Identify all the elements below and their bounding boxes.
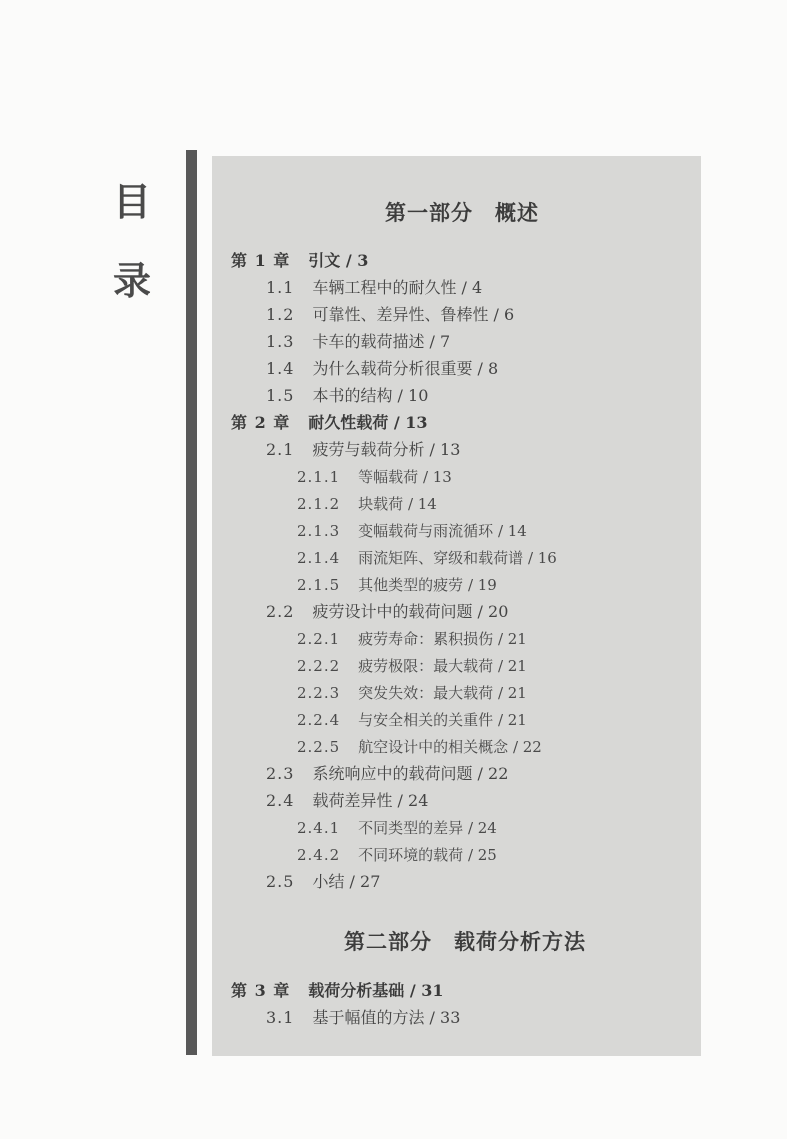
vertical-divider-bar: [186, 150, 197, 1055]
entry-title: 卡车的载荷描述 / 7: [312, 332, 451, 351]
toc-entry-2-2-2[interactable]: [297, 656, 527, 676]
entry-title: 小结 / 27: [312, 872, 381, 891]
entry-title: 载荷分析基础 / 31: [308, 981, 444, 1000]
toc-entry-chapter-3[interactable]: [231, 981, 444, 1001]
entry-title: 本书的结构 / 10: [312, 386, 429, 405]
entry-title: 雨流矩阵、穿级和载荷谱 / 16: [358, 549, 557, 567]
entry-title: 载荷差异性 / 24: [312, 791, 429, 810]
entry-number: 2.1.5: [297, 576, 341, 594]
entry-number: 1.4: [266, 359, 295, 378]
entry-number: 第 3 章: [231, 981, 291, 1000]
entry-number: 2.1.2: [297, 495, 341, 513]
entry-number: 2.1.3: [297, 522, 341, 540]
toc-entry-2-1[interactable]: [266, 440, 460, 460]
entry-title: 疲劳与载荷分析 / 13: [312, 440, 461, 459]
toc-entry-3-1[interactable]: [266, 1008, 460, 1028]
entry-title: 引文 / 3: [308, 251, 369, 270]
entry-title: 耐久性载荷 / 13: [308, 413, 428, 432]
toc-entry-2-2-4[interactable]: [297, 710, 527, 730]
part-title-2: 第二部分 载荷分析方法: [344, 929, 586, 954]
entry-title: 与安全相关的关重件 / 21: [358, 711, 527, 729]
toc-entry-2-3[interactable]: [266, 764, 508, 784]
toc-entry-2-1-3[interactable]: [297, 521, 527, 541]
toc-heading-char-1: 目: [112, 180, 151, 224]
entry-title: 为什么载荷分析很重要 / 8: [312, 359, 499, 378]
toc-entry-1-4[interactable]: [266, 359, 498, 379]
toc-entry-1-1[interactable]: [266, 278, 482, 298]
entry-title: 可靠性、差异性、鲁棒性 / 6: [312, 305, 515, 324]
entry-title: 块载荷 / 14: [358, 495, 437, 513]
entry-number: 第 2 章: [231, 413, 291, 432]
entry-title: 航空设计中的相关概念 / 22: [358, 738, 542, 756]
toc-entry-2-1-2[interactable]: [297, 494, 437, 514]
entry-number: 2.2: [266, 602, 295, 621]
toc-entry-chapter-1[interactable]: [231, 251, 368, 271]
toc-entry-2-1-4[interactable]: [297, 548, 557, 568]
entry-title: 基于幅值的方法 / 33: [312, 1008, 461, 1027]
entry-title: 其他类型的疲劳 / 19: [358, 576, 497, 594]
entry-number: 2.1.4: [297, 549, 341, 567]
entry-title: 系统响应中的载荷问题 / 22: [312, 764, 509, 783]
toc-entry-1-5[interactable]: [266, 386, 428, 406]
entry-number: 2.2.2: [297, 657, 341, 675]
entry-number: 第 1 章: [231, 251, 291, 270]
entry-title: 等幅载荷 / 13: [358, 468, 452, 486]
toc-entry-2-4[interactable]: [266, 791, 428, 811]
entry-title: 疲劳寿命：累积损伤 / 21: [358, 630, 527, 648]
entry-title: 变幅载荷与雨流循环 / 14: [358, 522, 527, 540]
toc-entry-2-2-3[interactable]: [297, 683, 527, 703]
entry-number: 1.2: [266, 305, 295, 324]
toc-entry-2-5[interactable]: [266, 872, 380, 892]
toc-entry-2-2[interactable]: [266, 602, 508, 622]
entry-title: 疲劳设计中的载荷问题 / 20: [312, 602, 509, 621]
toc-entry-2-4-2[interactable]: [297, 845, 497, 865]
toc-entry-2-2-5[interactable]: [297, 737, 542, 757]
entry-number: 1.3: [266, 332, 295, 351]
entry-title: 车辆工程中的耐久性 / 4: [312, 278, 483, 297]
toc-entry-1-3[interactable]: [266, 332, 450, 352]
entry-number: 2.4: [266, 791, 295, 810]
toc-heading-char-2: 录: [112, 259, 151, 303]
entry-title: 疲劳极限：最大载荷 / 21: [358, 657, 527, 675]
entry-title: 不同环境的载荷 / 25: [358, 846, 497, 864]
entry-number: 2.4.2: [297, 846, 341, 864]
entry-number: 2.2.5: [297, 738, 341, 756]
entry-number: 1.5: [266, 386, 295, 405]
toc-entry-2-4-1[interactable]: [297, 818, 497, 838]
toc-entry-2-1-5[interactable]: [297, 575, 497, 595]
entry-title: 不同类型的差异 / 24: [358, 819, 497, 837]
entry-number: 2.4.1: [297, 819, 341, 837]
entry-number: 2.5: [266, 872, 295, 891]
toc-entry-chapter-2[interactable]: [231, 413, 428, 433]
entry-number: 2.2.4: [297, 711, 341, 729]
entry-number: 2.1: [266, 440, 295, 459]
toc-entry-2-2-1[interactable]: [297, 629, 527, 649]
entry-title: 突发失效：最大载荷 / 21: [358, 684, 527, 702]
toc-entry-1-2[interactable]: [266, 305, 514, 325]
entry-number: 2.2.3: [297, 684, 341, 702]
entry-number: 1.1: [266, 278, 295, 297]
entry-number: 2.3: [266, 764, 295, 783]
entry-number: 2.1.1: [297, 468, 341, 486]
toc-entry-2-1-1[interactable]: [297, 467, 452, 487]
entry-number: 3.1: [266, 1008, 295, 1027]
entry-number: 2.2.1: [297, 630, 341, 648]
part-title-1: 第一部分 概述: [385, 200, 539, 225]
